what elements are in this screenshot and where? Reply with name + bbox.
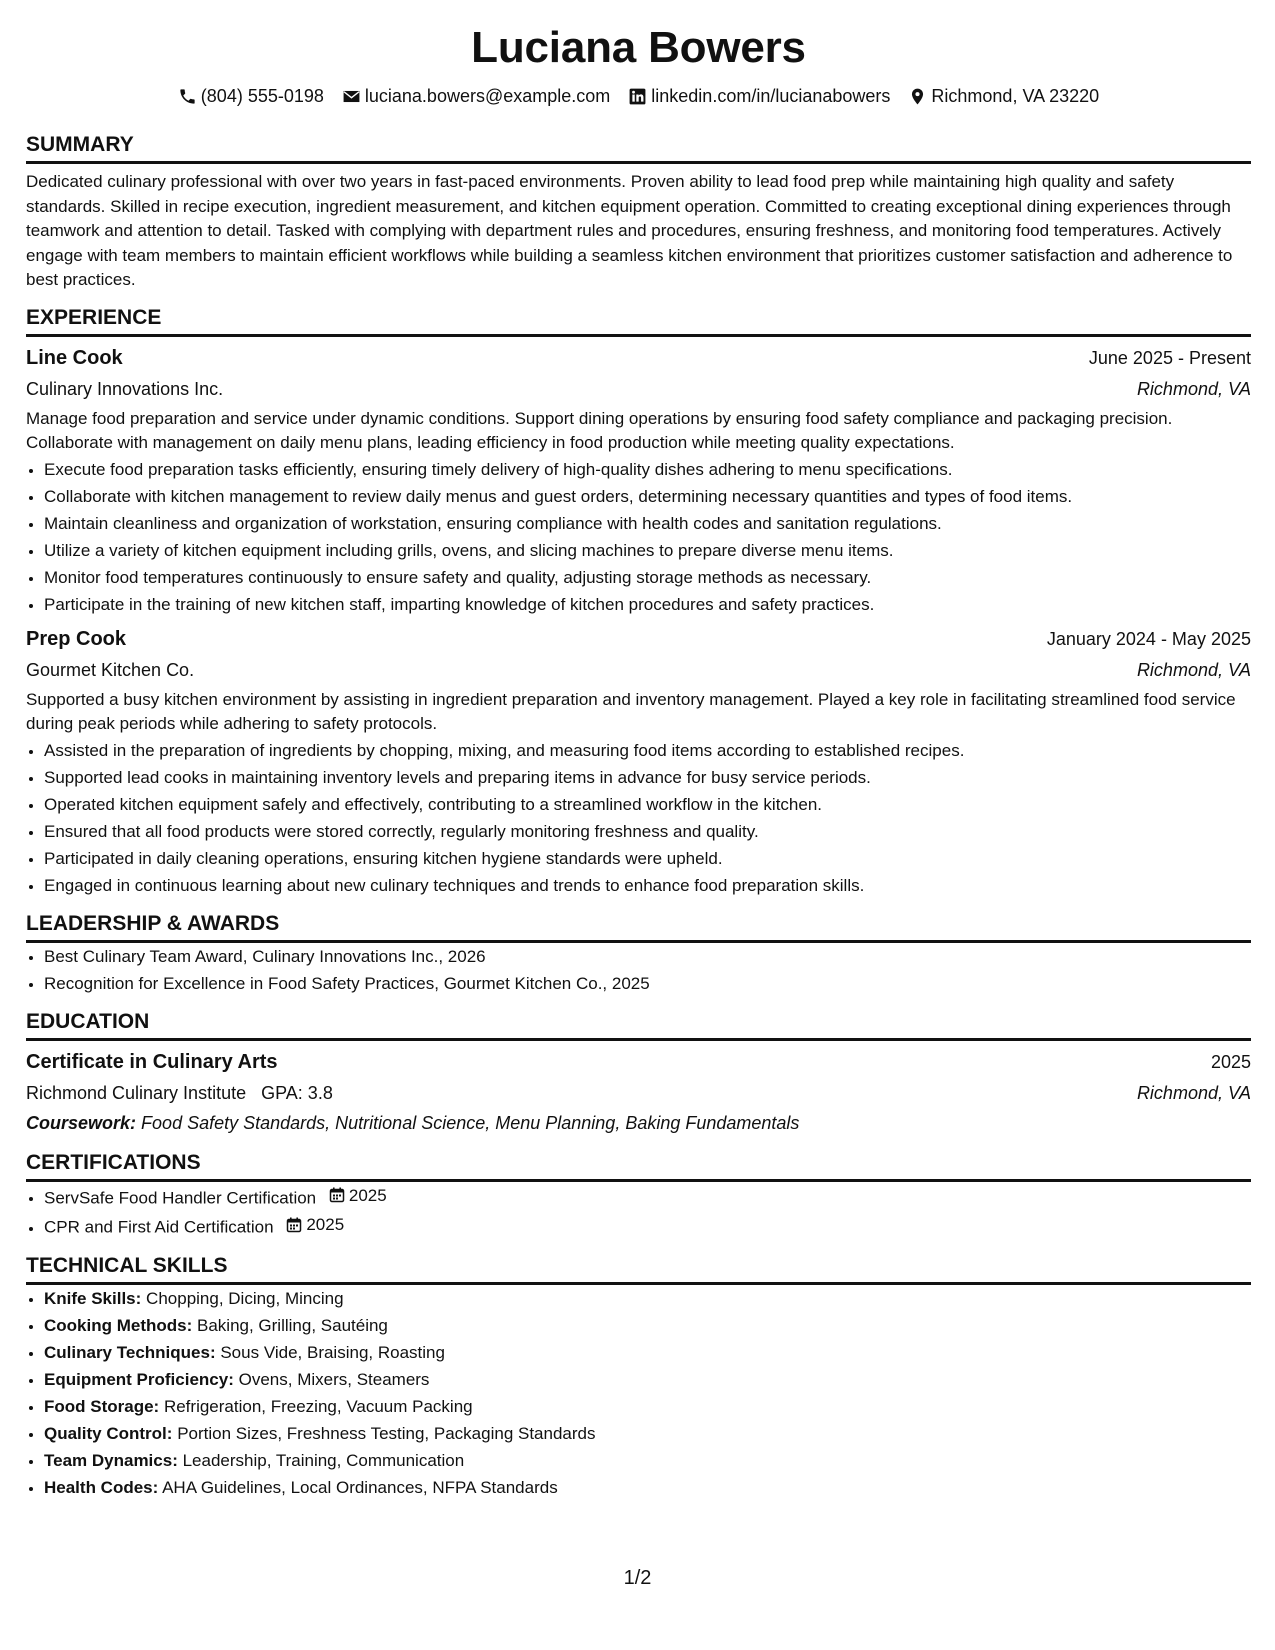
location-text: Richmond, VA 23220 bbox=[931, 86, 1100, 106]
skill-item bbox=[44, 1366, 1251, 1393]
bullet-item: • Maintain cleanliness and organization of workstation, ensuring compliance with health codes and sanitation regulations. bbox=[44, 510, 1251, 537]
bullet-item: • Utilize a variety of kitchen equipment including grills, ovens, and slicing machines to prepare diverse menu items. bbox=[44, 537, 1251, 564]
skill-item bbox=[44, 1420, 1251, 1447]
education-location: Richmond, VA bbox=[1136, 1082, 1251, 1103]
bullet-item: • Ensured that all food products were stored correctly, regularly monitoring freshness and quality. bbox=[44, 818, 1251, 845]
awards-section bbox=[26, 911, 1251, 997]
job-dates: January 2024 - May 2025 bbox=[1046, 628, 1251, 649]
page-number: 1/2 bbox=[623, 1567, 652, 1589]
degree-title: Certificate in Culinary Arts bbox=[26, 1050, 278, 1073]
skill-value: AHA Guidelines, Local Ordinances, NFPA Standards bbox=[162, 1477, 558, 1497]
summary-text: Dedicated culinary professional with over two years in fast-paced environments. Proven ability to lead food prep while maintaining high quality and safety standards. Skilled in recipe execution, ingredient measurement, and kitchen equipment operation. Committed to creating exceptional dining experiences through teamwork and attention to detail. Tasked with complying with department rules and procedures, ensuring freshness, and monitoring food temperatures. Actively engage with team members to maintain efficient workflows while building a seamless kitchen environment that prioritizes customer satisfaction and adherence to best practices. bbox=[26, 172, 1233, 289]
skill-item bbox=[44, 1474, 1251, 1501]
certifications-list bbox=[26, 1182, 1251, 1241]
job-entry bbox=[26, 343, 1251, 618]
education-entry bbox=[26, 1047, 1251, 1138]
bullet-item: • Engaged in continuous learning about new culinary techniques and trends to enhance food preparation skills. bbox=[44, 872, 1251, 899]
award-item: • Recognition for Excellence in Food Safety Practices, Gourmet Kitchen Co., 2025 bbox=[44, 970, 1251, 997]
school-info bbox=[26, 1078, 333, 1109]
job-location: Richmond, VA bbox=[1136, 659, 1251, 680]
certification-name: ServSafe Food Handler Certification bbox=[44, 1188, 317, 1207]
job-bullets bbox=[26, 456, 1251, 618]
skill-value: Chopping, Dicing, Mincing bbox=[146, 1288, 344, 1308]
contact-bar bbox=[26, 84, 1251, 108]
skill-item bbox=[44, 1312, 1251, 1339]
job-dates: June 2025 - Present bbox=[1088, 347, 1251, 368]
section-title-skills: TECHNICAL SKILLS bbox=[26, 1253, 1251, 1285]
email-text[interactable]: luciana.bowers@example.com bbox=[364, 86, 611, 106]
certifications-section bbox=[26, 1150, 1251, 1241]
award-item: • Best Culinary Team Award, Culinary Innovations Inc., 2026 bbox=[44, 943, 1251, 970]
skills-list bbox=[26, 1285, 1251, 1501]
skill-label: Equipment Proficiency: bbox=[44, 1369, 234, 1389]
skill-value: Refrigeration, Freezing, Vacuum Packing bbox=[163, 1396, 473, 1416]
summary-section bbox=[26, 132, 1251, 293]
education-section bbox=[26, 1009, 1251, 1138]
awards-list bbox=[26, 943, 1251, 997]
skill-value: Ovens, Mixers, Steamers bbox=[238, 1369, 430, 1389]
bullet-item: • Monitor food temperatures continuously to ensure safety and quality, adjusting storage methods as necessary. bbox=[44, 564, 1251, 591]
contact-email[interactable] bbox=[342, 84, 610, 108]
bullet-item: • Assisted in the preparation of ingredients by chopping, mixing, and measuring food items according to established recipes. bbox=[44, 737, 1251, 764]
bullet-item: • Participated in daily cleaning operations, ensuring kitchen hygiene standards were upheld. bbox=[44, 845, 1251, 872]
skill-label: Health Codes: bbox=[44, 1477, 159, 1497]
section-title-certifications: CERTIFICATIONS bbox=[26, 1150, 1251, 1182]
contact-location bbox=[908, 84, 1099, 108]
map-pin-icon bbox=[908, 87, 927, 106]
bullet-item: • Participate in the training of new kitchen staff, imparting knowledge of kitchen procedures and safety practices. bbox=[44, 591, 1251, 618]
skill-value: Baking, Grilling, Sautéing bbox=[197, 1315, 388, 1335]
bullet-item: • Supported lead cooks in maintaining inventory levels and preparing items in advance for busy service periods. bbox=[44, 764, 1251, 791]
job-title: Line Cook bbox=[26, 346, 123, 369]
education-year: 2025 bbox=[1210, 1051, 1251, 1072]
skill-value: Portion Sizes, Freshness Testing, Packaging Standards bbox=[177, 1423, 596, 1443]
skill-item bbox=[44, 1447, 1251, 1474]
certification-year: 2025 bbox=[306, 1215, 345, 1234]
job-title: Prep Cook bbox=[26, 627, 127, 650]
candidate-name: Luciana Bowers bbox=[471, 23, 806, 72]
coursework-list: Food Safety Standards, Nutritional Science, Menu Planning, Baking Fundamentals bbox=[141, 1112, 800, 1133]
linkedin-text[interactable]: linkedin.com/in/lucianabowers bbox=[651, 86, 891, 106]
skill-item bbox=[44, 1339, 1251, 1366]
job-entry bbox=[26, 624, 1251, 899]
skill-label: Team Dynamics: bbox=[44, 1450, 178, 1470]
envelope-icon bbox=[342, 87, 361, 106]
resume-page bbox=[26, 20, 1251, 1501]
skill-label: Food Storage: bbox=[44, 1396, 160, 1416]
section-title-experience: EXPERIENCE bbox=[26, 305, 1251, 337]
skill-item bbox=[44, 1285, 1251, 1312]
certification-name: CPR and First Aid Certification bbox=[44, 1217, 274, 1237]
job-description: Supported a busy kitchen environment by assisting in ingredient preparation and inventory management. Played a key role in facilitating streamlined food service during peak periods while adhering to safety protocols. bbox=[26, 689, 1236, 733]
skill-label: Knife Skills: bbox=[44, 1288, 142, 1308]
skills-section bbox=[26, 1253, 1251, 1501]
gpa: GPA: 3.8 bbox=[261, 1082, 333, 1103]
job-description: Manage food preparation and service under dynamic conditions. Support dining operations by ensuring food safety compliance and packaging precision. Collaborate with management on daily menu plans, leading efficiency in food production while meeting quality expectations. bbox=[26, 408, 1173, 452]
job-bullets bbox=[26, 737, 1251, 899]
contact-linkedin[interactable] bbox=[628, 84, 890, 108]
certification-date bbox=[329, 1182, 387, 1209]
phone-text: (804) 555-0198 bbox=[200, 86, 324, 106]
section-title-summary: SUMMARY bbox=[26, 132, 1251, 164]
skill-value: Sous Vide, Braising, Roasting bbox=[220, 1342, 445, 1362]
skill-label: Cooking Methods: bbox=[44, 1315, 193, 1335]
bullet-item: • Operated kitchen equipment safely and effectively, contributing to a streamlined workflow in the kitchen. bbox=[44, 791, 1251, 818]
skill-label: Quality Control: bbox=[44, 1423, 173, 1443]
linkedin-icon bbox=[628, 87, 647, 106]
calendar-icon bbox=[329, 1187, 345, 1203]
job-location: Richmond, VA bbox=[1136, 378, 1251, 399]
job-company: Gourmet Kitchen Co. bbox=[26, 659, 195, 680]
skill-label: Culinary Techniques: bbox=[44, 1342, 216, 1362]
coursework-label: Coursework: bbox=[26, 1112, 137, 1133]
school-name: Richmond Culinary Institute bbox=[26, 1082, 247, 1103]
bullet-item: • Execute food preparation tasks efficiently, ensuring timely delivery of high-quality dishes adhering to menu specifications. bbox=[44, 456, 1251, 483]
contact-phone bbox=[178, 84, 324, 108]
certification-item bbox=[44, 1182, 1251, 1212]
certification-date bbox=[286, 1211, 344, 1238]
section-title-education: EDUCATION bbox=[26, 1009, 1251, 1041]
calendar-icon bbox=[286, 1217, 302, 1233]
bullet-item: • Collaborate with kitchen management to review daily menus and guest orders, determining necessary quantities and types of food items. bbox=[44, 483, 1251, 510]
skill-value: Leadership, Training, Communication bbox=[182, 1450, 465, 1470]
section-title-awards: LEADERSHIP & AWARDS bbox=[26, 911, 1251, 943]
experience-section bbox=[26, 305, 1251, 899]
job-company: Culinary Innovations Inc. bbox=[26, 378, 224, 399]
certification-item bbox=[44, 1211, 1251, 1241]
coursework bbox=[26, 1109, 1251, 1138]
certification-year: 2025 bbox=[348, 1185, 387, 1205]
skill-item bbox=[44, 1393, 1251, 1420]
phone-icon bbox=[178, 87, 197, 106]
